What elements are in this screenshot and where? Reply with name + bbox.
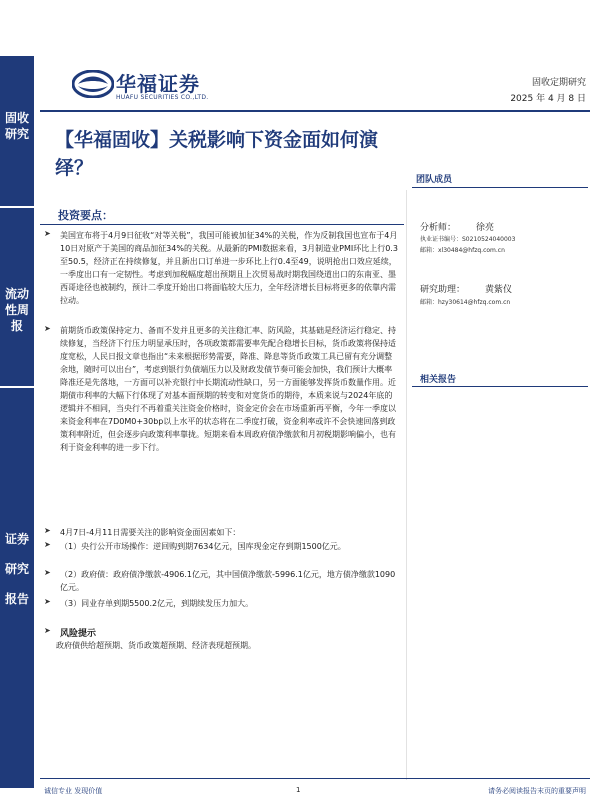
analyst-name-row xyxy=(420,220,494,233)
bullet-arrow-icon: ➤ xyxy=(44,597,51,606)
team-rule xyxy=(412,187,588,188)
bullet-paragraph-govbond: （2）政府债：政府债净缴款-4906.1亿元，其中国债净缴款-5996.1亿元，地方债净缴款1090亿元。 xyxy=(60,570,396,592)
column-divider xyxy=(406,190,407,780)
bullet-paragraph-ncd: （3）同业存单到期5500.2亿元，到期续发压力加大。 xyxy=(60,599,254,608)
bullet-arrow-icon: ➤ xyxy=(44,626,51,635)
report-title: 【华福固收】关税影响下资金面如何演绎？ xyxy=(55,129,379,179)
report-date: 2025 年 4 月 8 日 xyxy=(510,94,586,104)
bullet-arrow-icon: ➤ xyxy=(44,526,51,535)
bullet-arrow-icon: ➤ xyxy=(44,229,51,238)
assistant-role: 研究助理： xyxy=(420,285,466,295)
bullet-arrow-icon: ➤ xyxy=(44,540,51,549)
assistant-name-row xyxy=(420,282,512,295)
team-label: 团队成员 xyxy=(416,175,453,185)
investment-points-label: 投资要点： xyxy=(58,209,113,222)
bullet-paragraph-factors: 4月7日-4月11日需要关注的影响资金面因素如下： xyxy=(60,528,241,537)
related-rule xyxy=(412,386,588,387)
assistant-name: 黄紫仪 xyxy=(485,285,513,295)
page-number: 1 xyxy=(296,786,301,794)
bullet-arrow-icon: ➤ xyxy=(44,324,51,333)
footer-rule xyxy=(40,778,590,779)
assistant-email[interactable]: 邮箱：hzy30614@hfzq.com.cn xyxy=(420,299,511,306)
footer-disclaimer: 请务必阅读报告末页的重要声明 xyxy=(488,787,586,795)
side-label-liquidity-weekly: 流动性周报 xyxy=(4,287,29,333)
side-label-fixed-income: 固收研究 xyxy=(4,111,29,141)
investment-rule xyxy=(40,224,404,225)
header-rule xyxy=(40,110,590,112)
brand-name-en: HUAFU SECURITIES CO.,LTD. xyxy=(116,94,209,101)
report-category: 固收定期研究 xyxy=(531,78,586,88)
huafu-logo-icon xyxy=(72,70,114,98)
analyst-name: 徐亮 xyxy=(476,223,495,233)
brand-name: 华福证券 xyxy=(116,72,200,96)
bullet-arrow-icon: ➤ xyxy=(44,568,51,577)
analyst-cert: 执业证书编号：S0210524040003 xyxy=(420,236,516,243)
footer-slogan: 诚信专业 发现价值 xyxy=(44,787,103,795)
bullet-paragraph-omo: （1）央行公开市场操作：逆回购到期7634亿元，国库现金定存到期1500亿元。 xyxy=(60,542,346,551)
bullet-paragraph-tariff: 美国宣布将于4月9日征收“对等关税”，我国可能被加征34%的关税，作为反制我国也宣布于4月10日对原产于美国的商品加征34%的关税。从最新的PMI数据来看，3月制造业PMI环比上行0.3至50.5，经济正在持续修复，并且新出口订单进一步环比上行0.4至49，说明抢出口效应延续，一季度出口有一定韧性。考虑到加税幅度超出预期且上次贸易战时期我国绕道出口的东南亚、墨西哥途径也被制约，预计二季度开始出口将面临较大压力，全年经济增长目标将更多的依靠内需拉动。 xyxy=(60,231,398,305)
related-reports-label: 相关报告 xyxy=(420,375,457,385)
risk-text: 政府债供给超预期、货币政策超预期、经济表现超预期。 xyxy=(56,641,256,650)
analyst-role: 分析师： xyxy=(420,223,457,233)
side-label-securities-report: 证券研究报告 xyxy=(4,532,29,606)
bullet-paragraph-monetary: 前期货币政策保持定力、备而不发并且更多的关注稳汇率、防风险，其基础是经济运行稳定、持续修复，当经济下行压力明显承压时，各项政策都需要率先配合稳增长目标，货币政策将保持适度宽松，人民日报文章也指出“未来根据形势需要，降准、降息等货币政策工具已留有充分调整余地，随时可以出台”，考虑到银行负债端压力以及财政发债节奏可能会加快，我们预计大概率降准还是先落地，一方面可以补充银行中长期流动性缺口，另一方面能够发挥货币数量作用。近期债市利率的大幅下行体现了对基本面预期的转变和对宽货币的期待，本质来说与2024年底的逻辑并不相同，当央行不再着重关注资金价格时，资金定价会在市场重新再平衡，今年一季度以来资金利率在7D0M0+30bp以上水平的状态将在二季度打破，资金利率或许不会快速回落到政策利率附近，但会逐步向政策利率靠拢。短期来看本周政府债净缴款和月初税期影响偏小，也有利于资金利率的进一步下行。 xyxy=(60,326,396,452)
analyst-email[interactable]: 邮箱：xl30484@hfzq.com.cn xyxy=(420,247,505,254)
risk-label: 风险提示 xyxy=(60,629,97,639)
